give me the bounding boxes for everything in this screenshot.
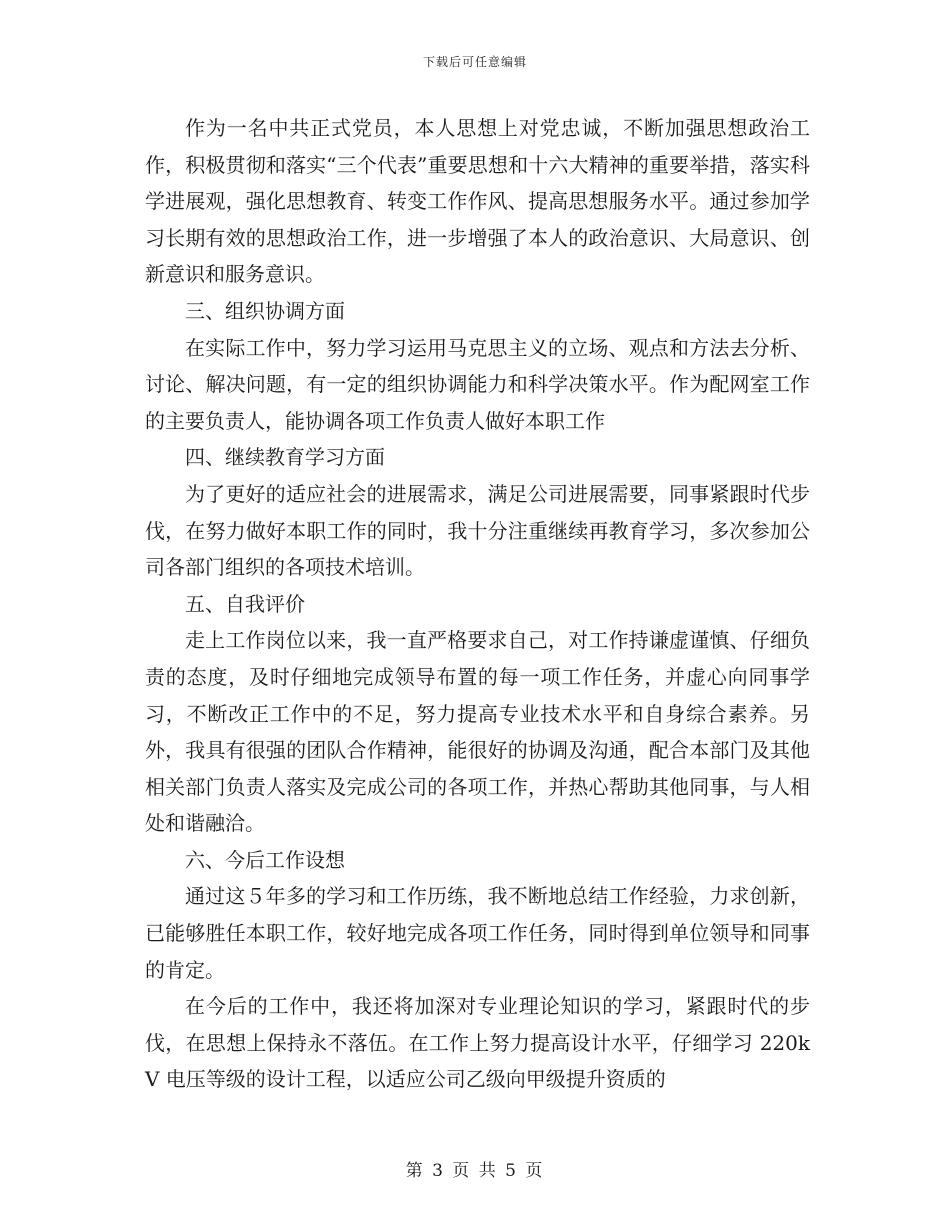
paragraph-self-evaluation: 走上工作岗位以来，我一直严格要求自己，对工作持谦虚谨慎、仔细负责的态度，及时仔细地完成领导布置的每一项工作任务，并虚心向同事学习，不断改正工作中的不足，努力提高专业技术水平和自身综合素养。另外，我具有很强的团队合作精神，能很好的协调及沟通，配合本部门及其他相关部门负责人落实及完成公司的各项工作，并热心帮助其他同事，与人相处和谐融洽。	[145, 628, 810, 836]
section-heading-future-plans: 六、今后工作设想	[185, 847, 345, 872]
paragraph-organization: 在实际工作中，努力学习运用马克思主义的立场、观点和方法去分析、讨论、解决问题，有一定的组织协调能力和科学决策水平。作为配网室工作的主要负责人，能协调各项工作负责人做好本职工作	[145, 335, 810, 433]
paragraph-experience: 通过这５年多的学习和工作历练，我不断地总结工作经验，力求创新，已能够胜任本职工作，较好地完成各项工作任务，同时得到单位领导和同事的肯定。	[145, 884, 810, 982]
paragraph-education: 为了更好的适应社会的进展需求，满足公司进展需要，同事紧跟时代步伐，在努力做好本职工作的同时，我十分注重继续再教育学习，多次参加公司各部门组织的各项技术培训。	[145, 481, 810, 580]
page-header: 下载后可任意编辑	[422, 55, 527, 69]
paragraph-future-work: 在今后的工作中，我还将加深对专业理论知识的学习，紧跟时代的步伐，在思想上保持永不落伍。在工作上努力提高设计水平，仔细学习 220kV 电压等级的设计工程，以适应公司乙级向甲级提升资质的	[145, 994, 810, 1092]
section-heading-organization: 三、组织协调方面	[185, 298, 345, 323]
page-number-footer: 第 3 页 共 5 页	[405, 1161, 545, 1181]
section-heading-education: 四、继续教育学习方面	[185, 445, 385, 470]
document-body	[145, 110, 810, 1098]
paragraph-party-member: 作为一名中共正式党员，本人思想上对党忠诚，不断加强思想政治工作，积极贯彻和落实“三个代表”重要思想和十六大精神的重要举措，落实科学进展观，强化思想教育、转变工作作风、提高思想服务水平。通过参加学习长期有效的思想政治工作，进一步增强了本人的政治意识、大局意识、创新意识和服务意识。	[145, 116, 810, 287]
section-heading-self-evaluation: 五、自我评价	[185, 591, 305, 616]
